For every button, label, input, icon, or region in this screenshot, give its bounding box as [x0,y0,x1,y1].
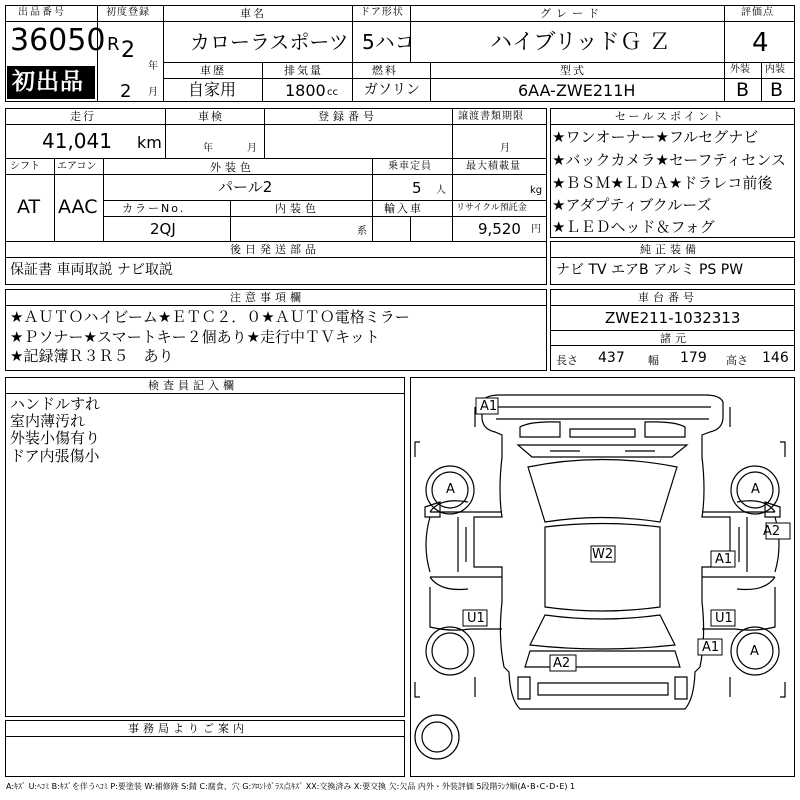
fuel: ガソリン [364,82,420,98]
interior-grade: B [770,79,784,101]
mark-w2: W2 [592,547,614,562]
car-name: カローラスポーツ [190,30,349,54]
interior-color-label: 内装色 [275,202,320,215]
max-load-label: 最大積載量 [466,161,521,172]
mileage: 41,041 [42,129,112,153]
inspector-note-2: 室内薄汚れ [10,412,86,430]
reg-no-label: 登録番号 [318,110,378,123]
history-label: 車歴 [200,64,226,77]
sales-points-label: セールスポイント [615,110,727,123]
note-3: ★記録簿Ｒ３Ｒ５ あり [10,347,174,365]
model: 6AA-ZWE211H [518,81,636,100]
interior-color-unit: 系 [357,226,367,237]
car-name-label: 車名 [240,7,266,20]
sales-point-2: ★バックカメラ★セーフティセンス [552,151,786,169]
lot-no: 36050 [10,23,106,58]
era: R [107,34,120,55]
ac: AAC [58,196,98,218]
year-unit: 年 [148,61,158,72]
door: 5ハコ [362,30,415,54]
specs-label: 諸元 [660,332,690,345]
history: 自家用 [188,80,237,99]
inspector-note-1: ハンドルすれ [10,395,101,413]
exterior-grade: B [736,79,750,101]
shift-label: シフト [10,161,40,172]
legend: A:ｷｽﾞ U:ﾍｺﾐ B:ｷｽﾞを伴うﾍｺﾐ P:要塗装 W:補修跡 S:錆 C:腐食、穴 G:ﾌﾛﾝﾄｶﾞﾗｽ点ｷｽﾞ XX:交換済み X:要交換 欠:欠品 内外・外装評価 5段階ﾗﾝｸ順(A･B･C･D･E) 1 [6,782,576,791]
first-reg-month: 2 [120,81,132,102]
mark-a1-rear-right: A1 [702,640,720,655]
transfer-label: 譲渡書類期限 [458,111,524,122]
office-label: 事務局よりご案内 [128,722,248,735]
mileage-unit: km [137,133,162,152]
month-unit: 月 [148,87,158,98]
inspector-label: 検査員記入欄 [148,379,238,392]
inspection-year-unit: 年 [203,143,213,154]
score: 4 [752,28,769,58]
import-label: 輸入車 [384,202,423,215]
mark-a-front-left-wheel: A [446,482,455,497]
first-listing: 初出品 [12,69,84,95]
ac-label: エアコン [57,161,97,172]
chassis-number: ZWE211-1032313 [605,309,741,327]
mark-a2-rear: A2 [553,656,571,671]
color-no: 2QJ [150,220,176,238]
sales-point-3: ★ＢＳＭ★ＬＤＡ★ドラレコ前後 [552,174,773,192]
model-label: 型式 [560,64,586,77]
notes-label: 注意事項欄 [230,291,305,304]
capacity: 5 [412,179,422,197]
mark-u1-right: U1 [715,611,733,626]
equipment-label: 純正装備 [640,243,700,256]
mark-a-rear-right-wheel: A [750,644,759,659]
exterior-color-label: 外装色 [210,161,255,174]
displacement: 1800 [285,81,326,100]
note-2: ★Ｐソナー★スマートキー２個あり★走行中ＴＶキット [10,328,380,346]
inspector-note-4: ドア内張傷小 [10,447,100,465]
inspection-label: 車検 [198,110,224,123]
mark-u1-left: U1 [467,611,485,626]
sales-point-4: ★アダプティブクルーズ [552,196,712,214]
exterior-label: 外装 [730,64,750,75]
chassis-label: 車台番号 [638,291,698,304]
mileage-label: 走行 [70,110,96,123]
sales-point-1: ★ワンオーナー★フルセグナビ [552,128,759,146]
first-reg-year: 2 [121,38,135,63]
recycle-unit: 円 [531,224,541,235]
height-label: 高さ [726,354,748,367]
mark-a1-right: A1 [715,552,733,567]
width-label: 幅 [648,354,659,367]
mark-a-front-right-wheel: A [751,482,760,497]
displacement-unit: cc [327,87,338,98]
mark-a2-right: A2 [763,524,781,539]
shift: AT [17,196,41,218]
grade: ハイブリッドＧ Ｚ [490,30,671,55]
capacity-unit: 人 [436,185,446,196]
car-diagram [410,377,795,777]
width: 179 [680,350,707,366]
capacity-label: 乗車定員 [388,161,432,172]
height: 146 [762,350,789,366]
length-label: 長さ [556,354,578,367]
interior-label: 内装 [765,64,785,75]
mark-a1-front: A1 [480,399,498,414]
sales-point-5: ★ＬＥＤヘッド＆フォグ [552,218,715,236]
equipment: ナビ TV エアB アルミ PS PW [556,262,744,278]
color-no-label: カラーNo. [122,202,186,215]
length: 437 [598,350,625,366]
lot-no-label: 出品番号 [18,7,66,18]
recycle-label: リサイクル預託金 [456,203,527,213]
later-parts-label: 後日発送部品 [230,243,320,256]
inspector-note-3: 外装小傷有り [10,429,101,447]
inspection-month-unit: 月 [247,143,257,154]
max-load-unit: kg [530,185,543,196]
exterior-color: パール2 [218,178,273,196]
recycle: 9,520 [478,220,521,238]
note-1: ★ＡＵＴＯハイビーム★ＥＴＣ２．０★ＡＵＴＯ電格ミラー [10,308,410,326]
grade-label: グレード [540,7,604,20]
transfer-month-unit: 月 [500,143,510,154]
first-reg-label: 初度登録 [106,7,150,18]
score-label: 評価点 [741,7,774,18]
door-label: ドア形状 [360,7,404,18]
later-parts: 保証書 車両取説 ナビ取説 [10,262,173,278]
displacement-label: 排気量 [284,64,323,77]
fuel-label: 燃料 [372,64,398,77]
